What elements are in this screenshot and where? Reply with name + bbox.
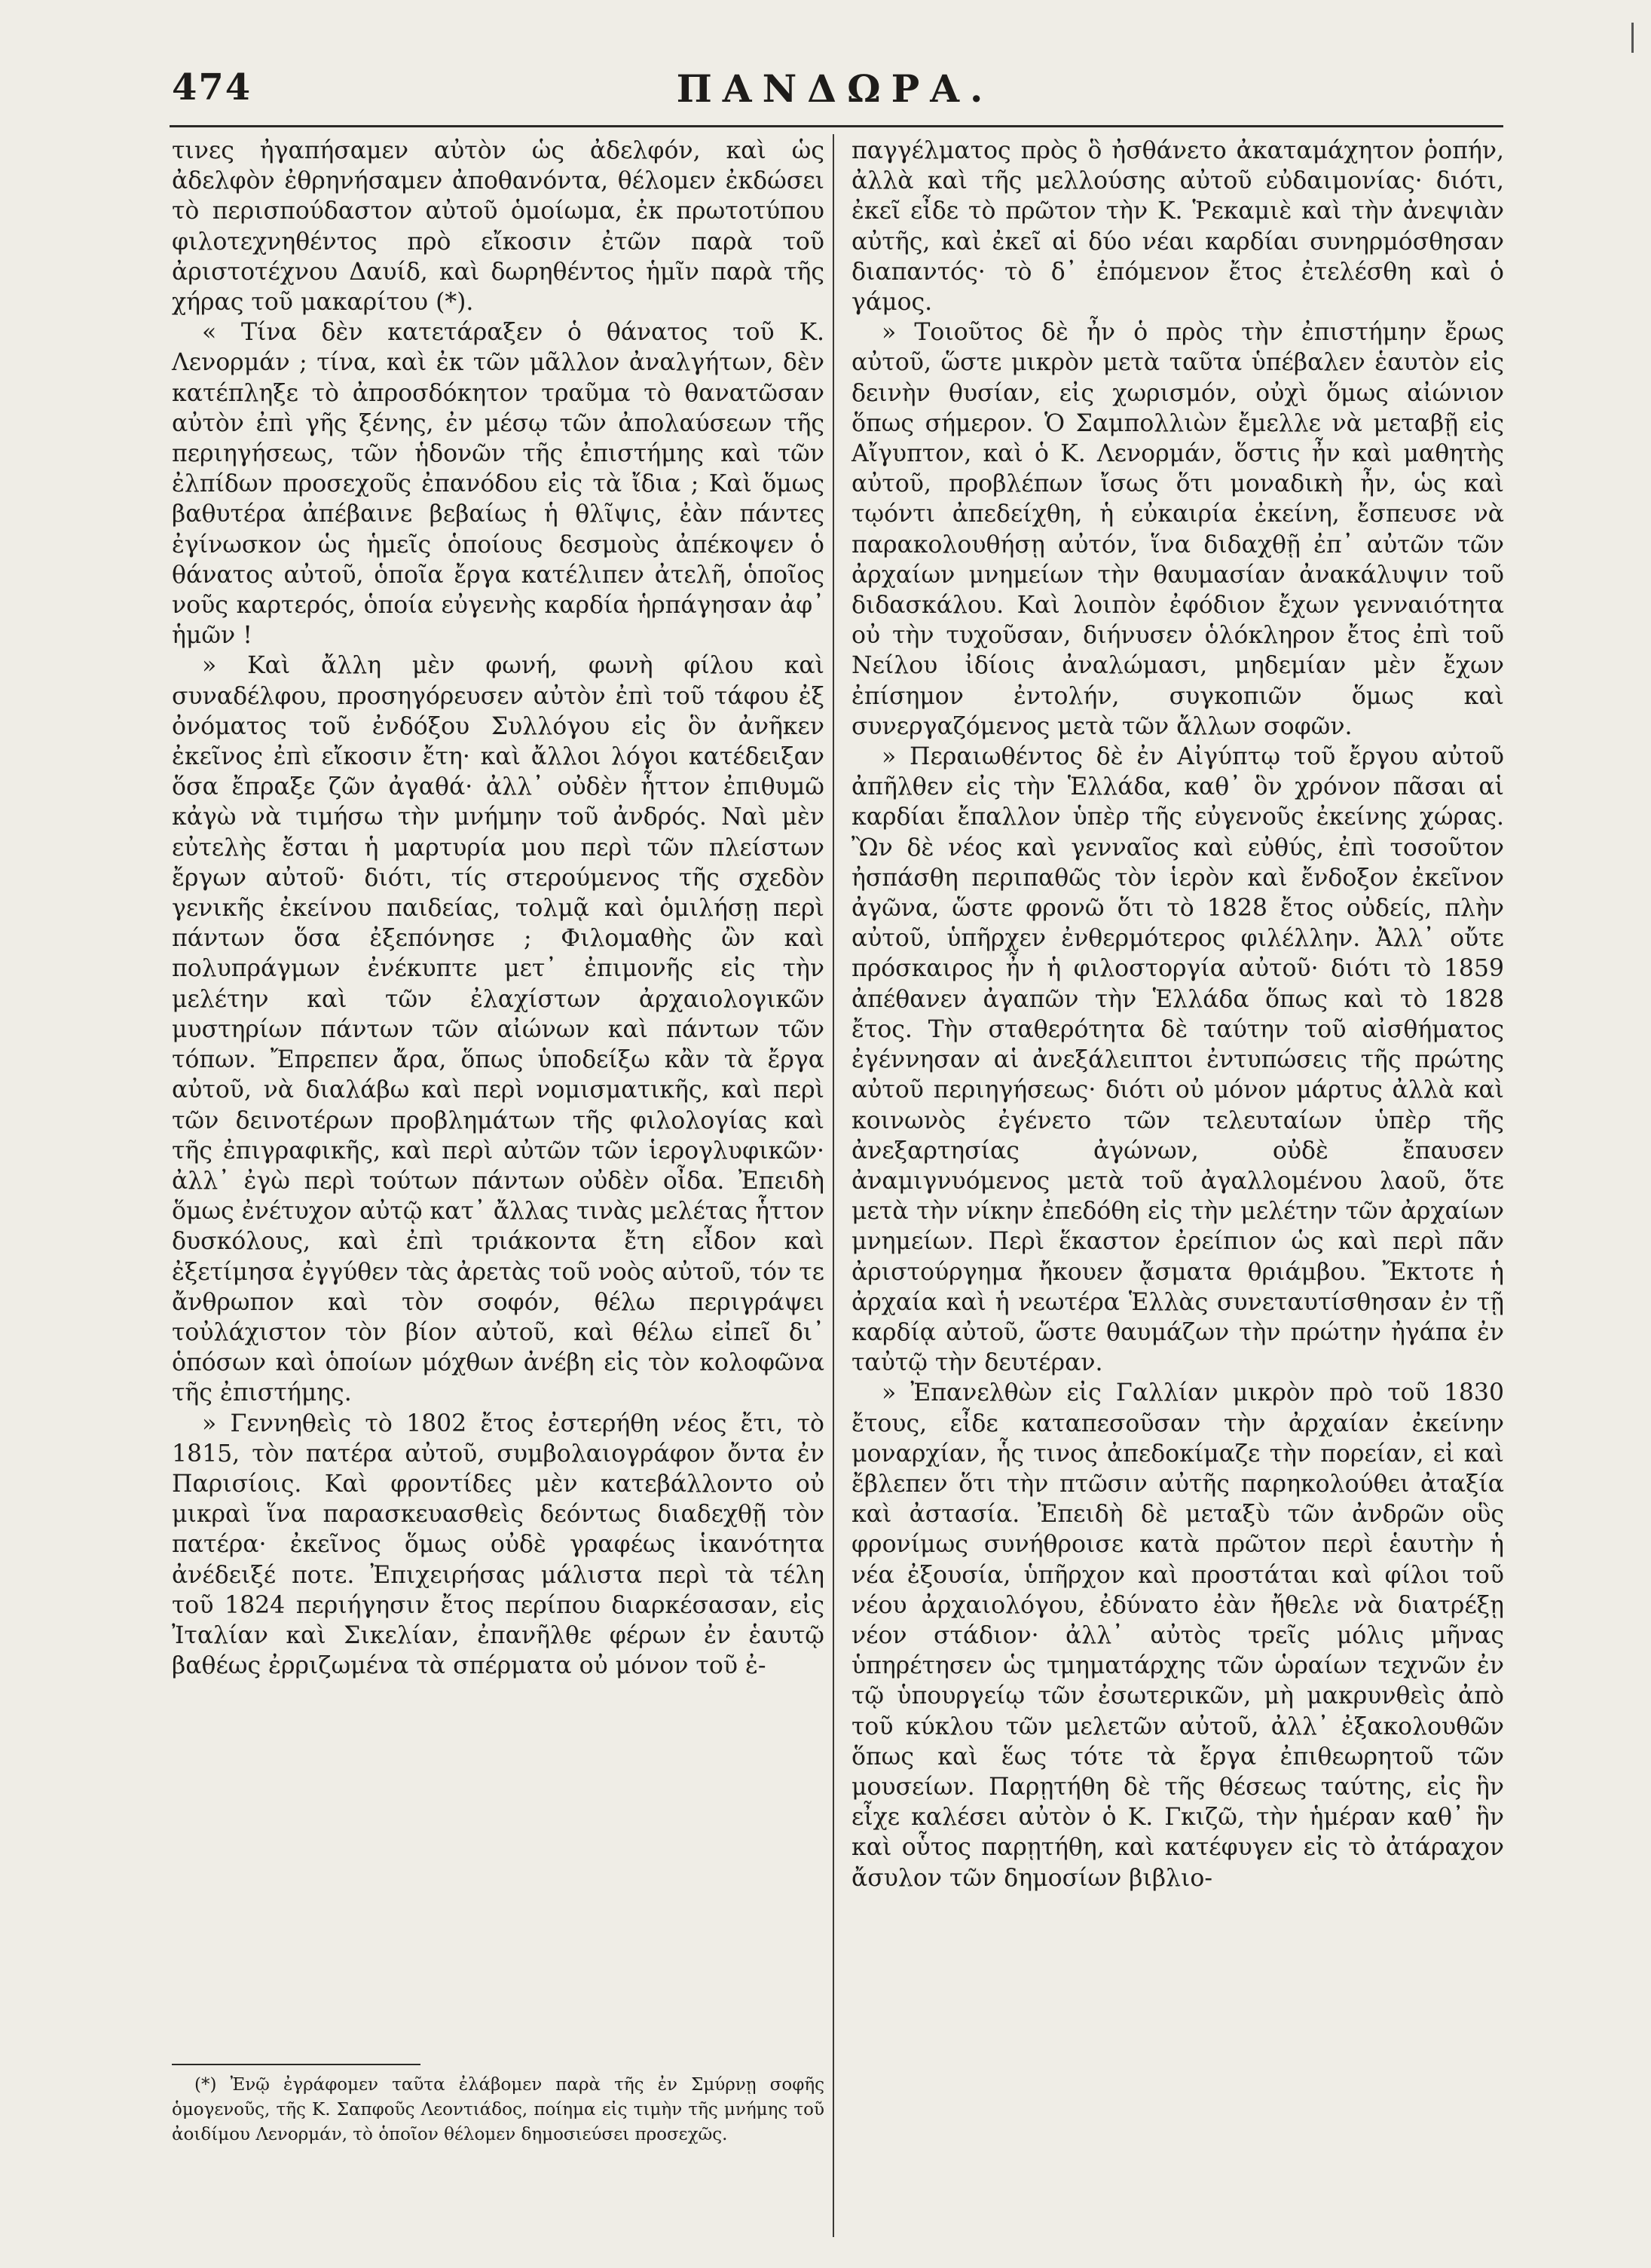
paragraph: » Καὶ ἄλλη μὲν φωνή, φωνὴ φίλου καὶ συναδέλφου, προσηγόρευσεν αὐτὸν ἐπὶ τοῦ τάφου ἐξ ὀνόματος τοῦ ἐνδόξου Συλλόγου εἰς ὃν ἀνῆκεν ἐκεῖνος ἐπὶ εἴκοσιν ἔτη· καὶ ἄλλοι λόγοι κατέδειξαν ὅσα ἔπραξε ζῶν ἀγαθά· ἀλλ᾽ οὐδὲν ἧττον ἐπιθυμῶ κἀγὼ νὰ τιμήσω τὴν μνήμην τοῦ ἀνδρός. Ναὶ μὲν εὐτελὴς ἔσται ἡ μαρτυρία μου περὶ τῶν πλείστων ἔργων αὐτοῦ· διότι, τίς στερούμενος τῆς σχεδὸν γενικῆς ἐκείνου παιδείας, τολμᾷ καὶ ὁμιλήσῃ περὶ πάντων ὅσα ἐξεπόνησε ; Φιλομαθὴς ὢν καὶ πολυπράγμων ἐνέκυπτε μετ᾽ ἐπιμονῆς εἰς τὴν μελέτην καὶ τῶν ἐλαχίστων ἀρχαιολογικῶν μυστηρίων πάντων τῶν αἰώνων καὶ πάντων τῶν τόπων. Ἔπρεπεν ἄρα, ὅπως ὑποδείξω κἂν τὰ ἔργα αὐτοῦ, νὰ διαλάβω καὶ περὶ νομισματικῆς, καὶ περὶ τῶν δεινοτέρων προβλημάτων τῆς φιλολογίας καὶ τῆς ἐπιγραφικῆς, καὶ περὶ αὐτῶν τῶν ἱερογλυφικῶν· ἀλλ᾽ ἐγὼ περὶ τούτων πάντων οὐδὲν οἶδα. Ἐπειδὴ ὅμως ἐνέτυχον αὐτῷ κατ᾽ ἄλλας τινὰς μελέτας ἧττον δυσκόλους, καὶ ἐπὶ τριάκοντα ἔτη εἶδον καὶ ἐξετίμησα ἐγγύθεν τὰς ἀρετὰς τοῦ νοὸς αὐτοῦ, τόν τε ἄνθρωπον καὶ τὸν σοφόν, θέλω περιγράψει τοὐλάχιστον τὸν βίον αὐτοῦ, καὶ θέλω εἰπεῖ δι᾽ ὁπόσων καὶ ὁποίων μόχθων ἀνέβη εἰς τὸν κολοφῶνα τῆς ἐπιστήμης. [172,652,824,1407]
paragraph: « Τίνα δὲν κατετάραξεν ὁ θάνατος τοῦ Κ. Λενορμάν ; τίνα, καὶ ἐκ τῶν μᾶλλον ἀναλγήτων, δὲν κατέπληξε τὸ ἀπροσδόκητον τραῦμα τὸ θανατῶσαν αὐτὸν ἐπὶ γῆς ξένης, ἐν μέσῳ τῶν ἀπολαύσεων τῆς περιηγήσεως, τῶν ἡδονῶν τῆς ἐπιστήμης καὶ τῶν ἐλπίδων προσεχοῦς ἐπανόδου εἰς τὰ ἴδια ; Καὶ ὅμως βαθυτέρα ἀπέβαινε βεβαίως ἡ θλῖψις, ἐὰν πάντες ἐγίνωσκον ὡς ἡμεῖς ὁποίους δεσμοὺς ἀπέκοψεν ὁ θάνατος αὐτοῦ, ὁποῖα ἔργα κατέλιπεν ἀτελῆ, ὁποῖος νοῦς καρτερός, ὁποία εὐγενὴς καρδία ἡρπάγησαν ἀφ᾽ ἡμῶν ! [172,319,824,650]
paragraph: » Ἐπανελθὼν εἰς Γαλλίαν μικρὸν πρὸ τοῦ 1830 ἔτους, εἶδε καταπεσοῦσαν τὴν ἀρχαίαν ἐκείνην μοναρχίαν, ἧς τινος ἀπεδοκίμαζε τὴν πορείαν, εἰ καὶ ἔβλεπεν ὅτι τὴν πτῶσιν αὐτῆς παρηκολούθει ἀταξία καὶ ἀστασία. Ἐπειδὴ δὲ μεταξὺ τῶν ἀνδρῶν οὓς φρονίμως συνήθροισε κατὰ πρῶτον περὶ ἑαυτὴν ἡ νέα ἐξουσία, ὑπῆρχον καὶ προστάται καὶ φίλοι τοῦ νέου ἀρχαιολόγου, ἐδύνατο ἐὰν ἤθελε νὰ διατρέξῃ νέον στάδιον· ἀλλ᾽ αὐτὸς τρεῖς μόλις μῆνας ὑπηρέτησεν ὡς τμηματάρχης τῶν ὡραίων τεχνῶν ἐν τῷ ὑπουργείῳ τῶν ἐσωτερικῶν, μὴ μακρυνθεὶς ἀπὸ τοῦ κύκλου τῶν μελετῶν αὐτοῦ, ἀλλ᾽ ἐξακολουθῶν ὅπως καὶ ἕως τότε τὰ ἔργα ἐπιθεωρητοῦ τῶν μουσείων. Παρῃτήθη δὲ τῆς θέσεως ταύτης, εἰς ἣν εἶχε καλέσει αὐτὸν ὁ Κ. Γκιζῶ, τὴν ἡμέραν καθ᾽ ἣν καὶ οὗτος παρῃτήθη, καὶ κατέφυγεν εἰς τὸ ἀτάραχον ἄσυλον τῶν δημοσίων βιβλιο- [851,1379,1504,1892]
paragraph: τινες ἠγαπήσαμεν αὐτὸν ὡς ἀδελφόν, καὶ ὡς ἀδελφὸν ἐθρηνήσαμεν ἀποθανόντα, θέλομεν ἐκδώσει τὸ περισπούδαστον αὐτοῦ ὁμοίωμα, ἐκ πρωτοτύπου φιλοτεχνηθέντος πρὸ εἴκοσιν ἐτῶν παρὰ τοῦ ἀριστοτέχνου Δαυίδ, καὶ δωρηθέντος ἡμῖν παρὰ τῆς χήρας τοῦ μακαρίτου (*). [172,137,824,317]
paragraph: » Τοιοῦτος δὲ ἦν ὁ πρὸς τὴν ἐπιστήμην ἔρως αὐτοῦ, ὥστε μικρὸν μετὰ ταῦτα ὑπέβαλεν ἑαυτὸν εἰς δεινὴν θυσίαν, εἰς χωρισμόν, οὐχὶ ὅμως αἰώνιον ὅπως σήμερον. Ὁ Σαμπολλιὼν ἔμελλε νὰ μεταβῇ εἰς Αἴγυπτον, καὶ ὁ Κ. Λενορμάν, ὅστις ἦν καὶ μαθητὴς αὐτοῦ, προβλέπων ἴσως ὅτι μοναδικὴ ἦν, ὡς καὶ τῳόντι ἀπεδείχθη, ἡ εὐκαιρία ἐκείνη, ἔσπευσε νὰ παρακολουθήσῃ αὐτόν, ἵνα διδαχθῇ ἐπ᾽ αὐτῶν τῶν ἀρχαίων μνημείων τὴν θαυμασίαν ἀνακάλυψιν τοῦ διδασκάλου. Καὶ λοιπὸν ἐφόδιον ἔχων γενναιότητα οὐ τὴν τυχοῦσαν, διήνυσεν ὁλόκληρον ἔτος ἐπὶ τοῦ Νείλου ἰδίοις ἀναλώμασι, μηδεμίαν μὲν ἔχων ἐπίσημον ἐντολήν, συγκοπιῶν ὅμως καὶ συνεργαζόμενος μετὰ τῶν ἄλλων σοφῶν. [851,319,1504,740]
footnote [172,2073,824,2147]
left-column [172,136,824,1681]
running-title: ΠΑΝΔΩΡΑ. [676,66,994,111]
page-number: 474 [172,66,252,109]
paragraph: » Γεννηθεὶς τὸ 1802 ἔτος ἐστερήθη νέος ἔτι, τὸ 1815, τὸν πατέρα αὐτοῦ, συμβολαιογράφον ὄντα ἐν Παρισίοις. Καὶ φροντίδες μὲν κατεβάλλοντο οὐ μικραὶ ἵνα παρασκευασθεὶς δεόντως διαδεχθῇ τὸν πατέρα· ἐκεῖνος ὅμως οὐδὲ γραφέως ἱκανότητα ἀνέδειξέ ποτε. Ἐπιχειρήσας μάλιστα περὶ τὰ τέλη τοῦ 1824 περιήγησιν ἔτος περίπου διαρκέσασαν, εἰς Ἰταλίαν καὶ Σικελίαν, ἐπανῆλθε φέρων ἐν ἑαυτῷ βαθέως ἐρριζωμένα τὰ σπέρματα οὐ μόνον τοῦ ἐ- [172,1409,824,1680]
footnote-text: (*) Ἐνῷ ἐγράφομεν ταῦτα ἐλάβομεν παρὰ τῆς ἐν Σμύρνῃ σοφῆς ὁμογενοῦς, τῆς Κ. Σαπφοῦς Λεοντιάδος, ποίημα εἰς τιμὴν τῆς μνήμης τοῦ ἀοιδίμου Λενορμάν, τὸ ὁποῖον θέλομεν δημοσιεύσει προσεχῶς. [172,2075,824,2144]
paragraph: παγγέλματος πρὸς ὃ ἠσθάνετο ἀκαταμάχητον ῥοπήν, ἀλλὰ καὶ τῆς μελλούσης αὐτοῦ εὐδαιμονίας· διότι, ἐκεῖ εἶδε τὸ πρῶτον τὴν Κ. Ῥεκαμιὲ καὶ τὴν ἀνεψιὰν αὐτῆς, καὶ ἐκεῖ αἱ δύο νέαι καρδίαι συνηρμόσθησαν διαπαντός· τὸ δ᾽ ἐπόμενον ἔτος ἐτελέσθη καὶ ὁ γάμος. [851,137,1504,317]
right-column [851,136,1504,1893]
header-rule [170,125,1503,127]
page-edge-mark [1631,23,1634,53]
footnote-rule [172,2064,420,2065]
page-header [172,66,1498,127]
column-divider [833,134,834,2237]
paragraph: » Περαιωθέντος δὲ ἐν Αἰγύπτῳ τοῦ ἔργου αὐτοῦ ἀπῆλθεν εἰς τὴν Ἑλλάδα, καθ᾽ ὃν χρόνον πᾶσαι αἱ καρδίαι ἔπαλλον ὑπὲρ τῆς εὐγενοῦς ἐκείνης χώρας. Ὢν δὲ νέος καὶ γενναῖος καὶ εὐθύς, ἐπὶ τοσοῦτον ἠσπάσθη περιπαθῶς τὸν ἱερὸν καὶ ἔνδοξον ἐκεῖνον ἀγῶνα, ὥστε φρονῶ ὅτι τὸ 1828 ἔτος οὐδείς, πλὴν αὐτοῦ, ὑπῆρχεν ἐνθερμότερος φιλέλλην. Ἀλλ᾽ οὔτε πρόσκαιρος ἦν ἡ φιλοστοργία αὐτοῦ· διότι τὸ 1859 ἀπέθανεν ἀγαπῶν τὴν Ἑλλάδα ὅπως καὶ τὸ 1828 ἔτος. Τὴν σταθερότητα δὲ ταύτην τοῦ αἰσθήματος ἐγέννησαν αἱ ἀνεξάλειπτοι ἐντυπώσεις τῆς πρώτης αὐτοῦ περιηγήσεως· διότι οὐ μόνον μάρτυς ἀλλὰ καὶ κοινωνὸς ἐγένετο τῶν τελευταίων ὑπὲρ τῆς ἀνεξαρτησίας ἀγώνων, οὐδὲ ἔπαυσεν ἀναμιγνυόμενος μετὰ τοῦ ἀγαλλομένου λαοῦ, ὅτε μετὰ τὴν νίκην ἐπεδόθη εἰς τὴν μελέτην τῶν ἀρχαίων μνημείων. Περὶ ἕκαστον ἐρείπιον ὡς καὶ περὶ πᾶν ἀριστούργημα ἤκουεν ᾄσματα θριάμβου. Ἔκτοτε ἡ ἀρχαία καὶ ἡ νεωτέρα Ἑλλὰς συνεταυτίσθησαν ἐν τῇ καρδίᾳ αὐτοῦ, ὥστε θαυμάζων τὴν πρώτην ἠγάπα ἐν ταὐτῷ τὴν δευτέραν. [851,743,1504,1377]
